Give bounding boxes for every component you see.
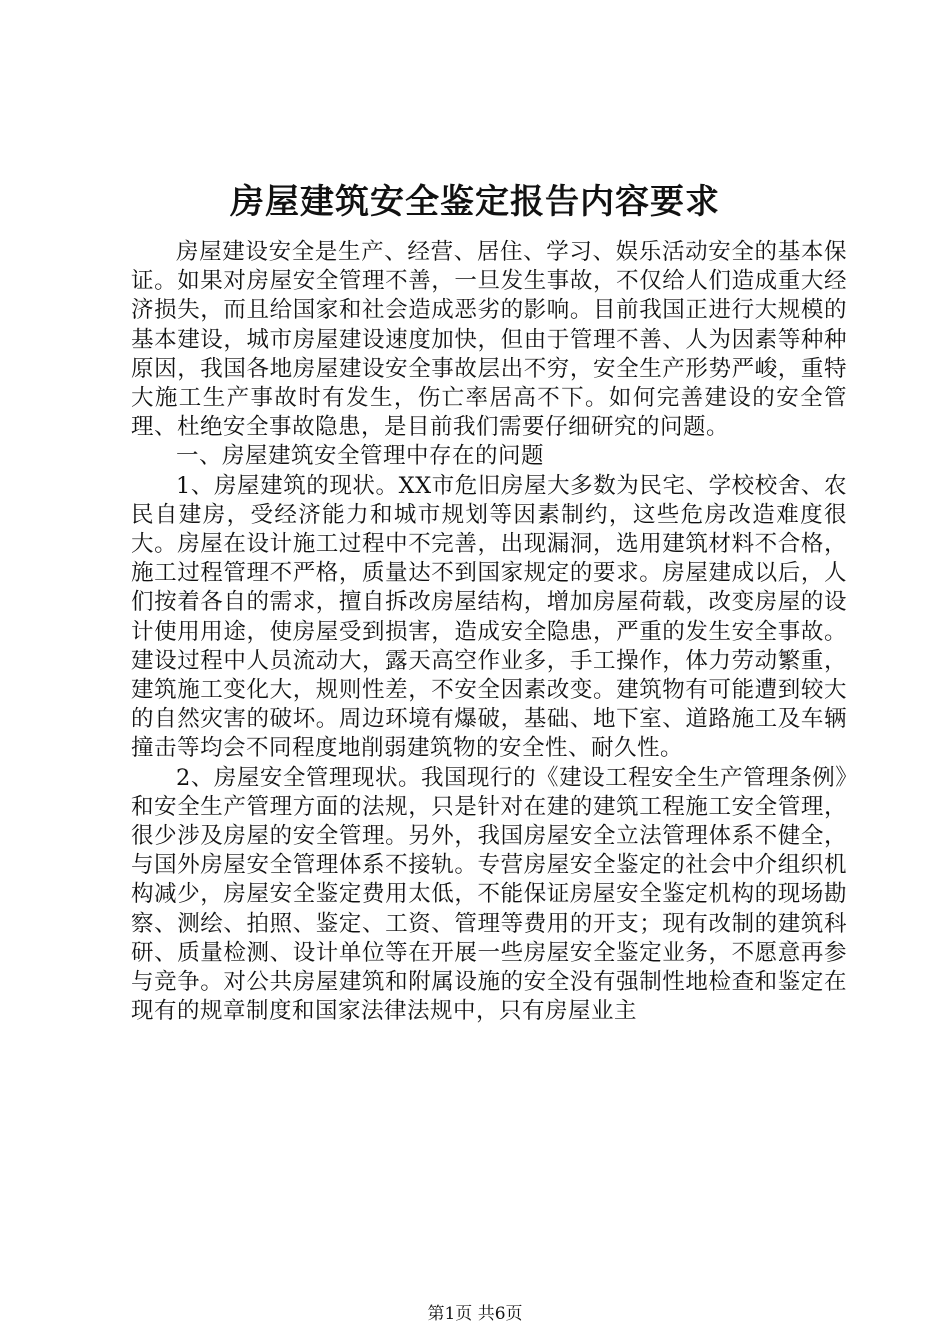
paragraph-safety-management-status: 2、房屋安全管理现状。我国现行的《建设工程安全生产管理条例》和安全生产管理方面的法规，只是针对在建的建筑工程施工安全管理，很少涉及房屋的安全管理。另外，我国房屋安全立法管理体系不健全，与国外房屋安全管理体系不接轨。专营房屋安全鉴定的社会中介组织机构减少，房屋安全鉴定费用太低，不能保证房屋安全鉴定机构的现场勘察、测绘、拍照、鉴定、工资、管理等费用的开支；现有改制的建筑科研、质量检测、设计单位等在开展一些房屋安全鉴定业务，不愿意再参与竞争。对公共房屋建筑和附属设施的安全没有强制性地检查和鉴定在现有的规章制度和国家法律法规中，只有房屋业主 xyxy=(131,764,847,1025)
section-heading-problems: 一、房屋建筑安全管理中存在的问题 xyxy=(176,443,545,470)
paragraph-intro: 房屋建设安全是生产、经营、居住、学习、娱乐活动安全的基本保证。如果对房屋安全管理不善，一旦发生事故，不仅给人们造成重大经济损失，而且给国家和社会造成恶劣的影响。目前我国正进行大规模的基本建设，城市房屋建设速度加快，但由于管理不善、人为因素等种种原因，我国各地房屋建设安全事故层出不穷，安全生产形势严峻，重特大施工生产事故时有发生，伤亡率居高不下。如何完善建设的安全管理、杜绝安全事故隐患，是目前我们需要仔细研究的问题。 xyxy=(131,239,847,441)
page-number-footer: 第1页 共6页 xyxy=(427,1304,523,1324)
document-title: 房屋建筑安全鉴定报告内容要求 xyxy=(230,182,720,222)
document-body xyxy=(131,238,847,1026)
paragraph-building-status: 1、房屋建筑的现状。XX市危旧房屋大多数为民宅、学校校舍、农民自建房，受经济能力和城市规划等因素制约，这些危房改造难度很大。房屋在设计施工过程中不完善，出现漏洞，选用建筑材料不合格，施工过程管理不严格，质量达不到国家规定的要求。房屋建成以后，人们按着各自的需求，擅自拆改房屋结构，增加房屋荷载，改变房屋的设计使用用途，使房屋受到损害，造成安全隐患，严重的发生安全事故。建设过程中人员流动大，露天高空作业多，手工操作，体力劳动繁重，建筑施工变化大，规则性差，不安全因素改变。建筑物有可能遭到较大的自然灾害的破坏。周边环境有爆破，基础、地下室、道路施工及车辆撞击等均会不同程度地削弱建筑物的安全性、耐久性。 xyxy=(131,472,847,762)
